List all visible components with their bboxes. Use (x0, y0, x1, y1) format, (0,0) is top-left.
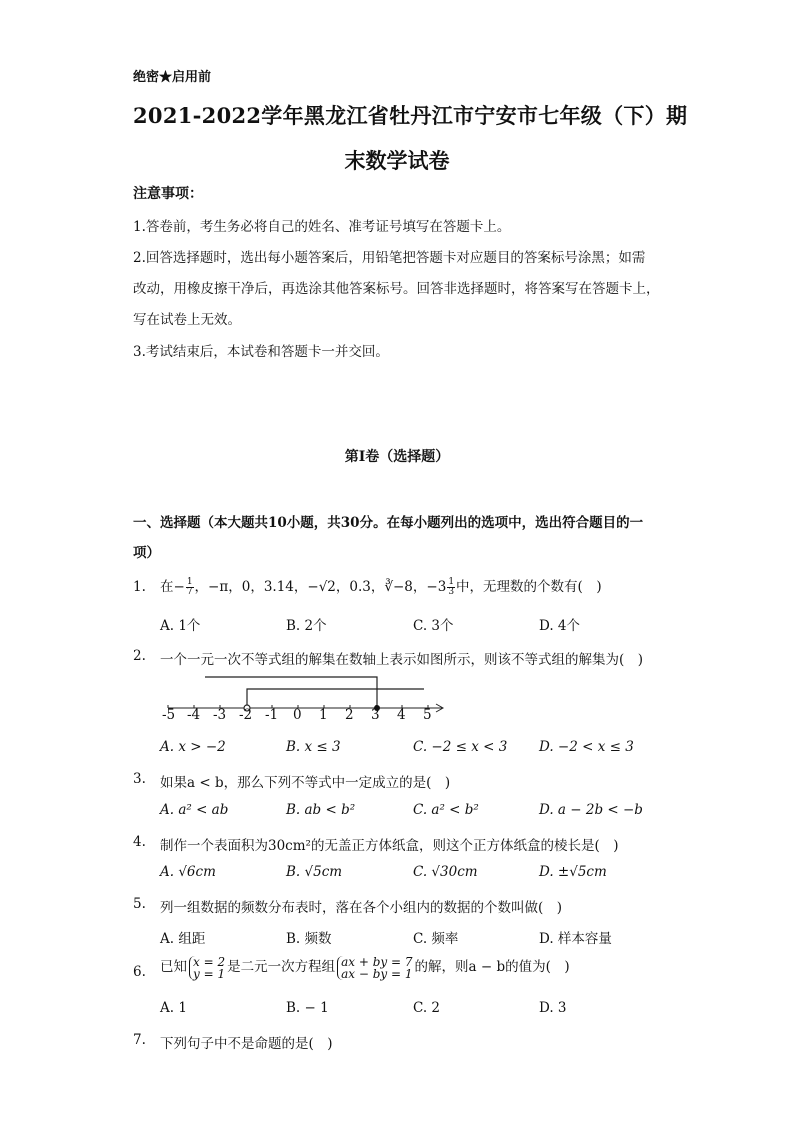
notice-item-2-line2: 改动，用橡皮擦干净后，再选涂其他答案标号。回答非选择题时，将答案写在答题卡上， (133, 281, 660, 297)
q6-sys1-line1: x = 2 (193, 954, 226, 969)
q6-system-equations (337, 956, 412, 980)
q1-list-mid: ，−π，0，3.14，− (194, 579, 319, 595)
q5-option-b: B. 频数 (286, 931, 332, 947)
q6-option-d: D. 3 (539, 1000, 567, 1016)
question-2-text: 一个一元一次不等式组的解集在数轴上表示如图所示，则该不等式组的解集为( ) (160, 652, 644, 668)
notice-heading: 注意事项： (133, 186, 203, 202)
notice-item-2-line3: 写在试卷上无效。 (133, 312, 241, 328)
question-2-number: 2. (133, 648, 146, 664)
q4-option-a: A. √6cm (160, 864, 216, 880)
question-3-text: 如果a < b，那么下列不等式中一定成立的是( ) (160, 775, 451, 791)
tick-label: 3 (371, 707, 380, 723)
q1-option-b: B. 2个 (286, 618, 327, 634)
axis-tick-labels (160, 707, 460, 727)
bracket-x-gt-neg2 (247, 689, 424, 708)
q1-fraction-2 (447, 578, 455, 597)
q1-cbrt: ∛−8 (384, 579, 413, 595)
q1-list-mid2: ，0.3， (335, 579, 385, 595)
tick-label: 2 (345, 707, 354, 723)
q6-mid: 是二元一次方程组 (227, 959, 336, 975)
q2-option-a: A. x > −2 (160, 739, 226, 755)
question-5-number: 5. (133, 896, 146, 912)
question-3-number: 3. (133, 771, 146, 787)
q2-option-b: B. x ≤ 3 (286, 739, 341, 755)
q3-option-d: D. a − 2b < −b (539, 802, 643, 818)
question-1-number: 1. (133, 579, 146, 595)
tick-label: -3 (213, 707, 227, 723)
q6-prefix: 已知 (160, 959, 187, 975)
q5-option-a: A. 组距 (160, 931, 206, 947)
q6-option-a: A. 1 (160, 1000, 187, 1016)
q1-option-c: C. 3个 (413, 618, 454, 634)
q1-frac2-den: 3 (448, 587, 455, 597)
section-title: 第I卷（选择题） (344, 449, 450, 465)
question-4-text: 制作一个表面积为30cm²的无盖正方体纸盒，则这个正方体纸盒的棱长是( ) (160, 838, 619, 854)
q3-option-c: C. a² < b² (413, 802, 479, 818)
q6-sys2-line2: ax − by = 1 (341, 966, 413, 981)
q2-option-c: C. −2 ≤ x < 3 (413, 739, 508, 755)
question-6-number: 6. (133, 964, 146, 980)
q1-frac1-den: 7 (186, 587, 193, 597)
tick-label: -4 (187, 707, 201, 723)
question-1-text (160, 575, 602, 597)
q1-list-mid3: ，−3 (412, 579, 447, 595)
q4-option-c: C. √30cm (413, 864, 478, 880)
q1-option-d: D. 4个 (539, 618, 581, 634)
notice-item-2-line1: 2.回答选择题时，选出每小题答案后，用铅笔把答题卡对应题目的答案标号涂黑；如需 (133, 250, 646, 266)
q5-option-c: C. 频率 (413, 931, 459, 947)
tick-label: 1 (319, 707, 328, 723)
tick-label: 4 (397, 707, 406, 723)
question-4-number: 4. (133, 834, 146, 850)
page-title-line1: 2021-2022学年黑龙江省牡丹江市宁安市七年级（下）期 (133, 103, 688, 128)
q1-prefix: 在 (160, 579, 174, 595)
q6-system-solution (189, 956, 225, 980)
q3-option-b: B. ab < b² (286, 802, 356, 818)
q6-sys1-line2: y = 1 (193, 966, 226, 981)
q2-option-d: D. −2 < x ≤ 3 (539, 739, 634, 755)
page-title-line2: 末数学试卷 (344, 148, 450, 173)
q3-option-a: A. a² < ab (160, 802, 229, 818)
tick-label: 5 (423, 707, 432, 723)
q6-suffix: 的解，则a − b的值为( ) (414, 959, 570, 975)
question-7-text: 下列句子中不是命题的是( ) (160, 1036, 333, 1052)
q1-frac1-num: 1 (186, 577, 193, 587)
tick-label: 0 (293, 707, 302, 723)
q1-suffix: 中，无理数的个数有( ) (456, 579, 602, 595)
q1-frac1-sign: − (173, 579, 185, 595)
q1-frac2-num: 1 (448, 577, 455, 587)
q6-option-c: C. 2 (413, 1000, 441, 1016)
question-6-text (160, 955, 570, 980)
q5-option-d: D. 样本容量 (539, 931, 612, 947)
question-5-text: 列一组数据的频数分布表时，落在各个小组内的数据的个数叫做( ) (160, 900, 563, 916)
q4-option-d: D. ±√5cm (539, 864, 607, 880)
secret-label: 绝密★启用前 (133, 70, 212, 85)
q1-fraction-1 (186, 578, 194, 597)
part-heading-line2: 项） (133, 545, 160, 561)
tick-label: -2 (239, 707, 253, 723)
bracket-x-le-3 (205, 677, 377, 708)
tick-label: -1 (265, 707, 279, 723)
q1-option-a: A. 1个 (160, 618, 201, 634)
q6-option-b: B. − 1 (286, 1000, 329, 1016)
question-7-number: 7. (133, 1032, 146, 1048)
q4-option-b: B. √5cm (286, 864, 343, 880)
tick-label: -5 (162, 707, 176, 723)
q6-sys2-line1: ax + by = 7 (341, 954, 413, 969)
part-heading-line1: 一、选择题（本大题共10小题，共30分。在每小题列出的选项中，选出符合题目的一 (133, 515, 644, 531)
notice-item-3: 3.考试结束后，本试卷和答题卡一并交回。 (133, 344, 389, 360)
q1-sqrt2: √2 (318, 579, 336, 595)
notice-item-1: 1.答卷前，考生务必将自己的姓名、准考证号填写在答题卡上。 (133, 219, 511, 235)
